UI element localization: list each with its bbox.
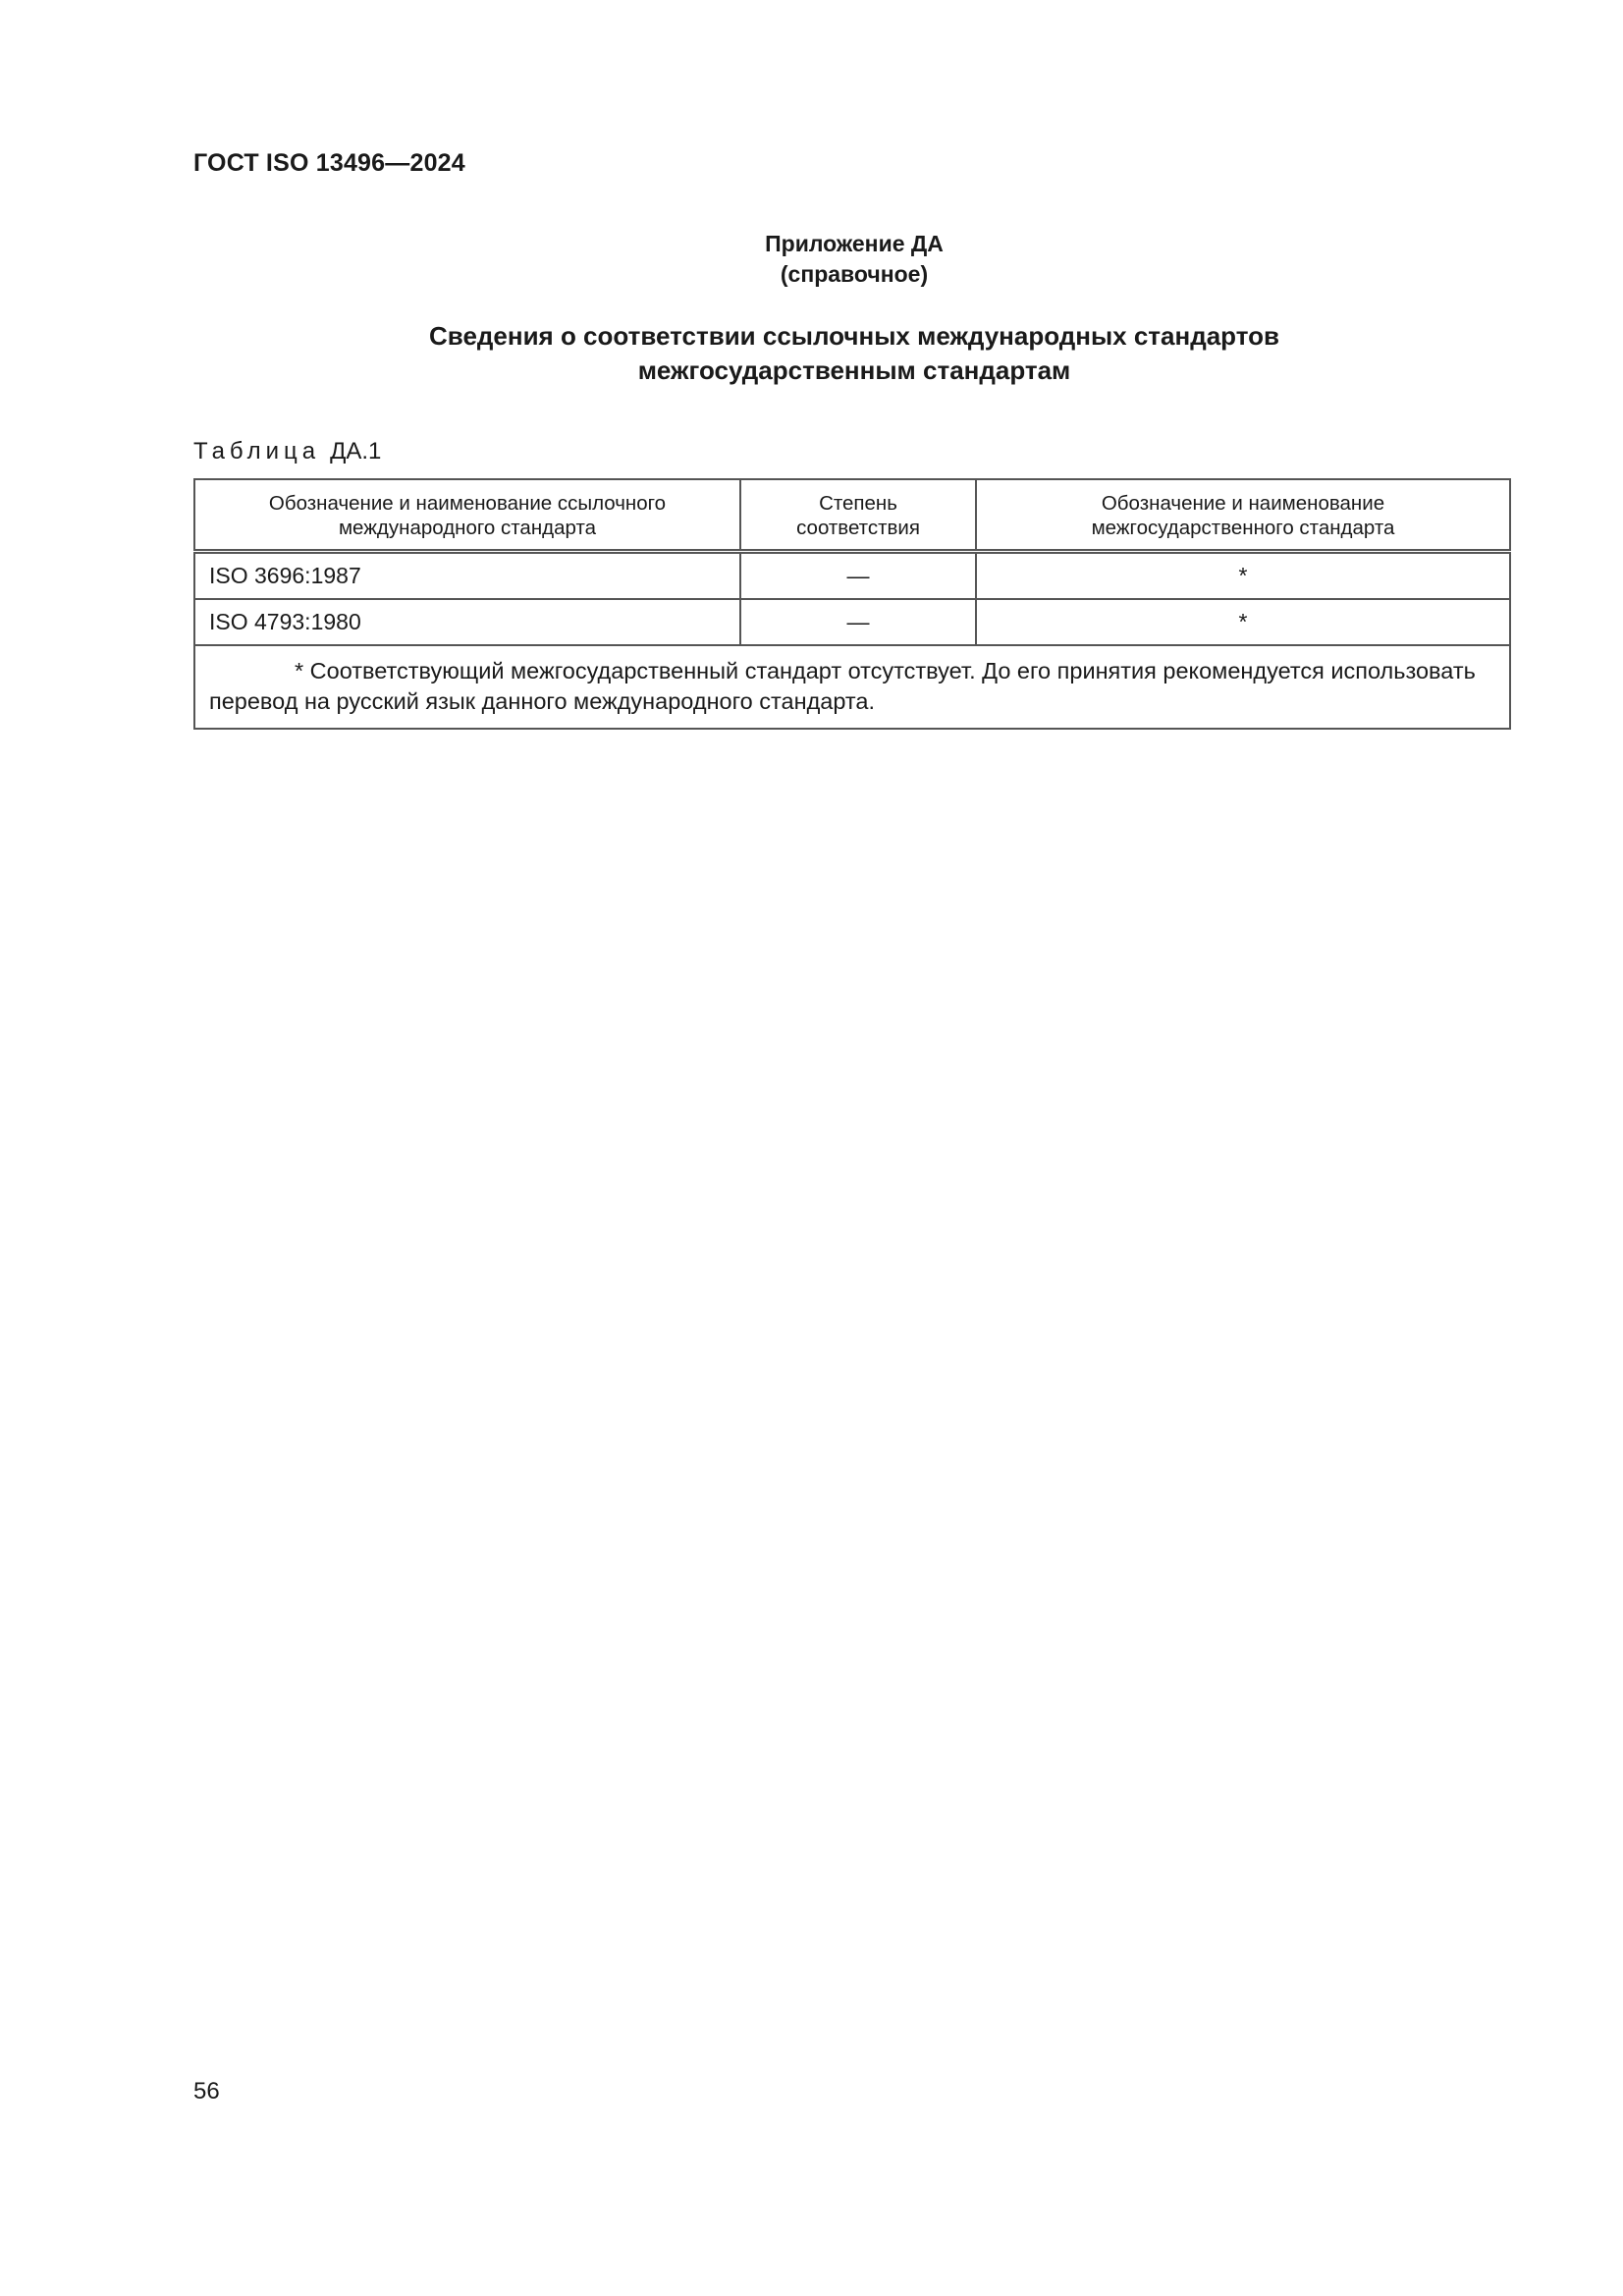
header-line: межгосударственного стандарта bbox=[1091, 517, 1395, 539]
intl-standard-cell: ISO 4793:1980 bbox=[194, 599, 740, 645]
table-row bbox=[194, 552, 1510, 600]
appendix-title bbox=[0, 319, 1623, 388]
header-line: Обозначение и наименование bbox=[1101, 492, 1385, 515]
document-code: ГОСТ ISO 13496—2024 bbox=[193, 149, 465, 177]
intl-standard-cell: ISO 3696:1987 bbox=[194, 552, 740, 600]
column-header-degree bbox=[740, 479, 976, 552]
table-row bbox=[194, 599, 1510, 645]
table-caption-number: ДА.1 bbox=[330, 438, 382, 465]
appendix-label: Приложение ДА bbox=[765, 231, 944, 256]
page-number: 56 bbox=[193, 2078, 220, 2105]
interstate-standard-cell: * bbox=[976, 599, 1510, 645]
table-footnote-row bbox=[194, 645, 1510, 729]
table-footnote: * Соответствующий межгосударственный стандарт отсутствует. До его принятия рекомендуется использовать перевод на русский язык данного международного стандарта. bbox=[194, 645, 1510, 729]
header-line: Обозначение и наименование ссылочного bbox=[268, 492, 667, 515]
appendix-type: (справочное) bbox=[780, 261, 929, 287]
appendix-title-line1: Сведения о соответствии ссылочных международных стандартов bbox=[429, 321, 1279, 351]
header-line: международного стандарта bbox=[338, 517, 597, 539]
table-caption bbox=[193, 438, 381, 465]
column-header-interstate-standard bbox=[976, 479, 1510, 552]
appendix-title-line2: межгосударственным стандартам bbox=[637, 355, 1071, 385]
appendix-heading bbox=[0, 229, 1623, 290]
table-caption-word: Таблица bbox=[193, 438, 321, 465]
standards-correspondence-table bbox=[193, 478, 1511, 730]
header-line: соответствия bbox=[796, 517, 920, 539]
degree-cell: — bbox=[740, 552, 976, 600]
table-header-row bbox=[194, 479, 1510, 552]
interstate-standard-cell: * bbox=[976, 552, 1510, 600]
column-header-intl-standard bbox=[194, 479, 740, 552]
degree-cell: — bbox=[740, 599, 976, 645]
header-line: Степень bbox=[819, 492, 897, 515]
